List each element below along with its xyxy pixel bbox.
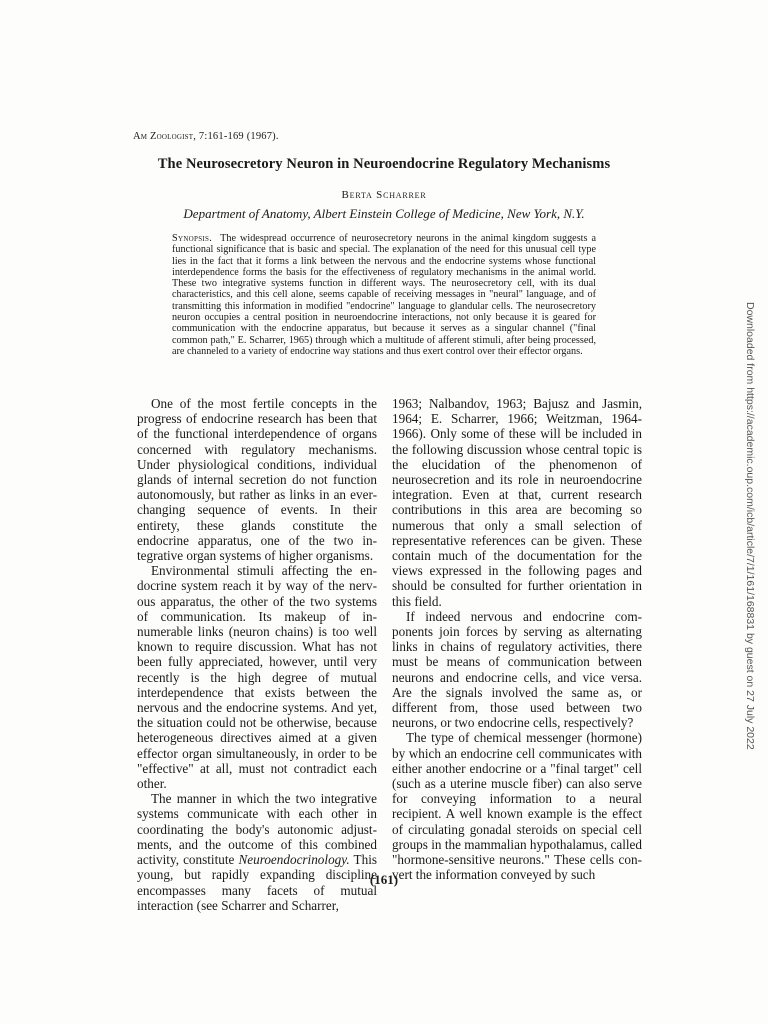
left-paragraph-1: One of the most fertile concepts in the progress of endocrine research has been that of the functional interdependence of organs concerned with regulatory mechanisms. Under physiological conditions, individual glands of internal secretion do not function autonomously, but rather as links in an ever-changing sequence of events. In their entirety, these glands constitute the endocrine apparatus, one of the two integrative organ systems of higher organisms. bbox=[137, 396, 377, 564]
author-name: Berta Scharrer bbox=[341, 189, 427, 201]
left-paragraph-3-end: This young, but rapidly expanding discipline encompasses many facets of mutual interaction (see Scharrer and Scharrer, bbox=[137, 852, 377, 913]
journal-volume-pages: , 7:161-169 (1967). bbox=[193, 131, 279, 142]
abstract-label: Synopsis. bbox=[172, 233, 213, 244]
article-title: The Neurosecretory Neuron in Neuroendocrine Regulatory Mechanisms bbox=[157, 156, 611, 172]
right-paragraph-1: 1963; Nalbandov, 1963; Bajusz and Jasmin, 1964; E. Scharrer, 1966; Weitzman, 1964-1966). Only some of these will be included in the following discussion whose central topic is the elucidation of the phenomenon of neurosecretion and its role in neuroendocrine integration. Even at that, current research contributions in this area are becoming so numerous that only a small selection of representative references can be given. These contain much of the documentation for the views expressed in the following pages and should be consulted for further orientation in this field. bbox=[392, 396, 642, 609]
right-paragraph-2: If indeed nervous and endocrine components join forces by serving as alternating links in chains of regulatory activities, there must be means of communication between neurons and endocrine cells, and vice versa. Are the signals involved the same as, or different from, those used between two neurons, or two endocrine cells, respectively? bbox=[392, 608, 642, 731]
download-watermark: Downloaded from https://academic.oup.com/icb/article/7/1/161/168831 by guest on 27 July 2022 bbox=[744, 302, 756, 750]
journal-name: Am Zoologist bbox=[133, 131, 194, 142]
left-paragraph-3-start: The manner in which the two integrative systems communicate with each other in coordinating the body's autonomic adjustments, and the outcome of this combined activity, constitute bbox=[137, 791, 377, 868]
abstract-synopsis bbox=[172, 233, 596, 357]
left-paragraph-3-term: Neuroendocrinology. bbox=[238, 852, 350, 868]
left-paragraph-3 bbox=[137, 791, 377, 913]
right-paragraph-3: The type of chemical messenger (hormone) by which an endocrine cell communicates with either another endocrine or a "final target" cell (such as a uterine muscle fiber) can also serve for conveying information to a neural recipient. A well known example is the effect of circulating gonadal steroids on special cell groups in the mammalian hypothalamus, called "hormone-sensitive neurons." These cells convert the information conveyed by such bbox=[392, 730, 642, 883]
abstract-text: The widespread occurrence of neurosecretory neurons in the animal kingdom suggests a functional significance that is basic and special. The explanation of the need for this unusual cell type lies in the fact that it forms a link between the nervous and the endocrine systems whose functional interdependence forms the basis for the effectiveness of regulatory mechanisms in the animal world. These two integrative systems function in different ways. The neurosecretory cell, with its dual characteristics, and this cell alone, seems capable of receiving messages in "neural" language, and of transmitting this information in modified "endocrine" language to glandular cells. The neurosecretory neuron occupies a central position in neuroendocrine interactions, not only because it is geared for communication with the endocrine apparatus, but because it serves as a singular channel ("final common path," E. Scharrer, 1965) through which a multitude of afferent stimuli, after being processed, are channeled to a variety of endocrine way stations and thus exert control over their effector organs. bbox=[172, 233, 596, 357]
author-affiliation: Department of Anatomy, Albert Einstein College of Medicine, New York, N.Y. bbox=[183, 206, 585, 221]
body-column-right bbox=[392, 396, 642, 883]
journal-citation bbox=[133, 131, 279, 142]
left-paragraph-2: Environmental stimuli affecting the endocrine system reach it by way of the nervous apparatus, the other of the two systems of communication. Its makeup of innumerable links (neuron chains) is too well known to require discussion. What has not been fully appreciated, however, until very recently is the high degree of mutual interdependence that exists between the nervous and the endocrine systems. And yet, the situation could not be otherwise, because heterogeneous directives aimed at a given effector organ simultaneously, in order to be "effective" at all, must not contradict each other. bbox=[137, 563, 377, 792]
body-column-left bbox=[137, 396, 377, 913]
page-number: (161) bbox=[369, 872, 399, 887]
